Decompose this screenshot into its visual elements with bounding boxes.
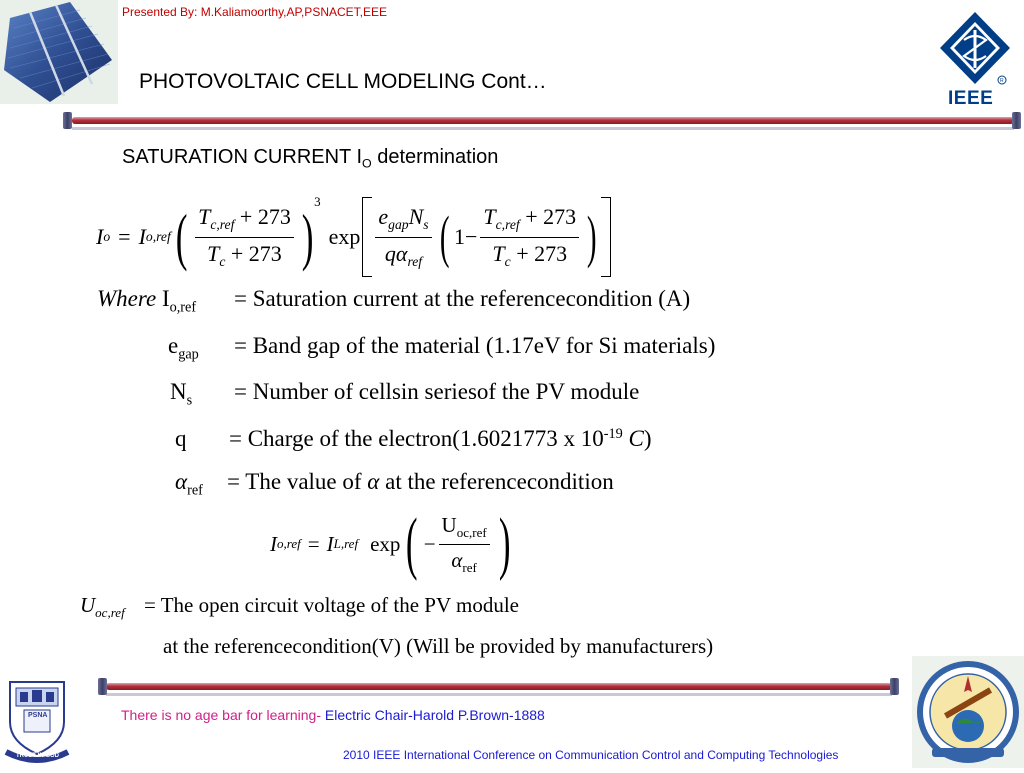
def-alpha-sym: α	[175, 469, 188, 494]
uoc-line2: at the referencecondition(V) (Will be provided by manufacturers)	[163, 634, 714, 658]
eq1-d2-plus: + 273	[516, 240, 568, 266]
def-q-text: = Charge of the electron(1.6021773 x 10	[229, 426, 604, 451]
def-q-unit: C	[628, 426, 644, 451]
def-alpha-mid: α	[367, 469, 380, 494]
eq1-inner-ratio	[480, 204, 579, 269]
eq1-num-T: T	[198, 204, 211, 230]
eq1-open-paren: (	[175, 201, 188, 272]
eq1-power: 3	[314, 194, 321, 209]
eq1-n2-T: T	[483, 204, 496, 230]
eq1-num-plus: + 273	[239, 204, 291, 230]
psna-logo	[2, 676, 72, 766]
eq1-d2-T: T	[492, 240, 505, 266]
def-egap-sub: gap	[178, 346, 199, 363]
def-alpha-text-pre: = The value of	[227, 469, 368, 494]
eq2-exp: exp	[370, 531, 401, 556]
eq1-lhs-I: I	[96, 224, 104, 249]
eq1-lhs-sub: o	[103, 229, 111, 244]
heading-text-pre: SATURATION CURRENT I	[122, 146, 363, 168]
conference-name: 2010 IEEE International Conference on Communication Control and Computing Technologies	[343, 748, 839, 762]
def-ns-text: = Number of cellsin seriesof the PV module	[234, 379, 640, 404]
def-row-uoc	[80, 593, 519, 621]
eq2-minus: −	[423, 531, 436, 556]
eq2-close-paren: )	[498, 505, 511, 582]
slide-title: PHOTOVOLTAIC CELL MODELING Cont…	[139, 70, 547, 93]
def-io-text: = Saturation current at the referencecondition (A)	[234, 286, 691, 311]
eq2-lhs-sub: o,ref	[277, 536, 301, 551]
def-alpha-sub: ref	[187, 482, 203, 499]
ieee-logo	[938, 10, 1012, 110]
saturation-current-equation	[96, 192, 611, 282]
eq2-num-sub: oc,ref	[456, 524, 487, 540]
def-q-exponent: -19	[603, 426, 623, 443]
eq1-close-paren: )	[301, 201, 314, 272]
section-heading	[122, 146, 498, 171]
top-divider-bar	[72, 117, 1014, 124]
eq2-lhs-I: I	[270, 531, 277, 556]
college-seal-logo	[912, 656, 1024, 768]
eq1-n2-plus: + 273	[525, 204, 577, 230]
eq1-equals: =	[118, 224, 131, 249]
quote-pink: There is no age bar for learning-	[121, 707, 321, 723]
svg-text:R: R	[1000, 78, 1004, 84]
heading-text-post: determination	[371, 146, 499, 168]
eq2-equals: =	[307, 531, 320, 556]
eq1-N-sub: s	[423, 217, 429, 233]
eq1-inner-close-paren: )	[586, 204, 597, 269]
eq1-den-plus: + 273	[230, 240, 282, 266]
bottom-divider-left-cap	[98, 678, 107, 695]
ieee-wordmark: IEEE	[948, 88, 994, 109]
eq1-q: q	[384, 240, 396, 266]
def-row-egap	[168, 333, 716, 363]
def-alpha-text-post: at the referencecondition	[379, 469, 614, 494]
def-row-io-ref	[97, 286, 691, 316]
eq1-rhs-sub: o,ref	[145, 229, 171, 244]
heading-sub: O	[362, 156, 372, 171]
psna-motto: TRUST IN GOD	[16, 753, 59, 759]
eq1-inner-open-paren: (	[439, 204, 450, 269]
eq1-alpha-sub: ref	[407, 253, 423, 269]
eq2-open-paren: (	[406, 505, 418, 582]
def-ns-sym: N	[170, 379, 187, 404]
psna-label: PSNA	[28, 712, 48, 719]
eq2-num-U: U	[441, 512, 457, 537]
eq1-close-bracket	[601, 197, 611, 277]
solar-cell-image	[0, 0, 118, 104]
eq1-one-minus: 1−	[453, 224, 478, 249]
eq2-rhs-sub: L,ref	[333, 536, 359, 551]
def-row-q	[175, 426, 652, 452]
eq1-e: e	[378, 204, 389, 230]
bottom-divider-bar	[106, 683, 892, 690]
eq1-N: N	[408, 204, 424, 230]
eq2-rhs-I: I	[326, 531, 334, 556]
eq1-n2-T-sub: c,ref	[495, 217, 520, 233]
eq2-den-sub: ref	[462, 559, 477, 575]
def-ns-sub: s	[186, 392, 193, 409]
eq1-num-T-sub: c,ref	[210, 217, 235, 233]
eq1-d2-T-sub: c	[504, 253, 511, 269]
eq1-e-sub: gap	[388, 217, 409, 233]
eq1-exp: exp	[328, 224, 361, 249]
eq1-den-T-sub: c	[219, 253, 226, 269]
eq1-temp-ratio	[195, 204, 294, 269]
bottom-divider-shadow	[106, 693, 892, 696]
def-io-sym: I	[161, 286, 170, 311]
def-where: Where	[97, 286, 157, 311]
top-divider-right-cap	[1012, 112, 1021, 129]
def-q-close: )	[643, 426, 652, 451]
quote-blue: Electric Chair-Harold P.Brown-1888	[324, 707, 545, 723]
def-egap-text: = Band gap of the material (1.17eV for Si materials)	[234, 333, 716, 358]
footer-quote	[121, 707, 545, 723]
def-row-ns	[170, 379, 640, 409]
def-egap-sym: e	[168, 333, 179, 358]
uoc-line1: = The open circuit voltage of the PV module	[144, 593, 519, 617]
top-divider-left-cap	[63, 112, 72, 129]
top-divider-shadow	[72, 127, 1014, 130]
eq2-fraction	[439, 513, 490, 576]
io-ref-equation	[270, 506, 516, 582]
eq1-rhs-I: I	[138, 224, 146, 249]
eq1-open-bracket	[362, 197, 372, 277]
eq1-alpha: α	[395, 240, 408, 266]
def-io-sub: o,ref	[169, 299, 197, 316]
eq2-den-alpha: α	[451, 547, 463, 572]
eq1-den-T: T	[207, 240, 220, 266]
bottom-divider-right-cap	[890, 678, 899, 695]
uoc-sym: U	[80, 593, 96, 617]
def-row-alpha	[175, 469, 614, 499]
def-q-sym: q	[175, 426, 187, 451]
uoc-sub: oc,ref	[95, 604, 125, 620]
eq1-exp-fraction	[375, 204, 431, 269]
presenter-credit: Presented By: M.Kaliamoorthy,AP,PSNACET,EEE	[122, 5, 388, 19]
